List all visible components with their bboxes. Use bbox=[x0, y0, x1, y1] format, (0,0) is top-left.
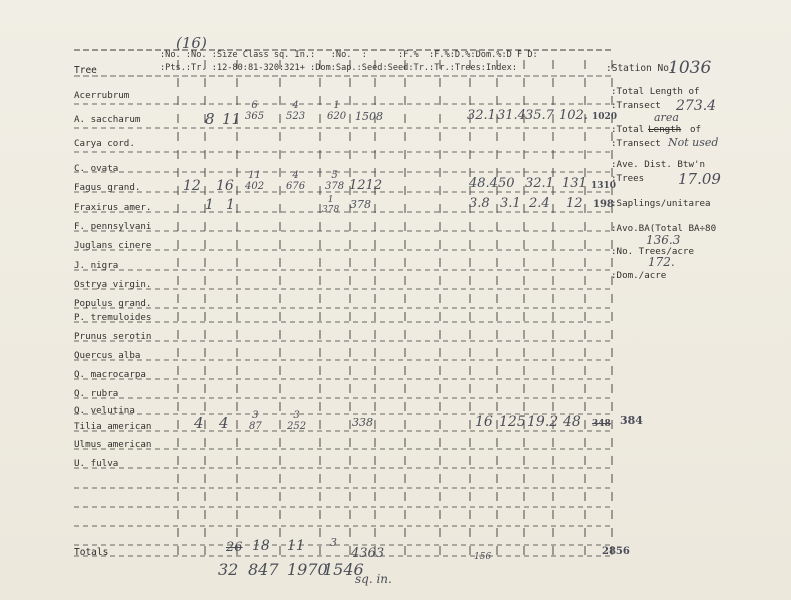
hand-entry: 11 bbox=[287, 538, 305, 554]
hand-entry: 1310 bbox=[591, 181, 617, 191]
hand-entry: 32.1 bbox=[525, 176, 554, 191]
hand-entry: 384 bbox=[620, 414, 643, 427]
hand-entry: 102. bbox=[559, 108, 588, 123]
hand-entry: 4363 bbox=[351, 546, 385, 561]
hand-entry: 35.7 bbox=[525, 108, 554, 123]
side-transect-2: :Transect bbox=[611, 138, 661, 149]
species-row: A. saccharum bbox=[74, 114, 141, 125]
hand-entry: 2856 bbox=[602, 546, 630, 557]
transect-length-value: 273.4 bbox=[676, 98, 717, 114]
hand-entry: 1212 bbox=[349, 178, 383, 193]
species-row: Tilia american bbox=[74, 421, 152, 432]
side-total-inserted: area bbox=[654, 111, 679, 124]
species-row: P. tremuloides bbox=[74, 312, 152, 323]
hand-entry: 1020 bbox=[592, 112, 618, 122]
hand-entry: 125 bbox=[499, 414, 526, 430]
hand-entry: 16 bbox=[475, 414, 493, 430]
side-total-struck: Length bbox=[648, 124, 682, 135]
species-row: Q. velutina bbox=[74, 405, 135, 416]
header-row-2: :Pts.:Tr. :12-80:81-320:321+ :Dom:Sap.:Seed:Seed:Tr.:Tr.:Trees:Index: bbox=[160, 63, 517, 73]
hand-entry: 6 365 bbox=[245, 100, 265, 122]
hand-entry: 50 bbox=[498, 176, 515, 191]
hand-entry: 156 bbox=[474, 552, 492, 562]
hand-entry: 2.4 bbox=[529, 196, 550, 211]
hand-entry: 5 378 bbox=[325, 170, 345, 192]
hand-entry: 11 bbox=[222, 110, 242, 128]
species-row: Acerrubrum bbox=[74, 90, 130, 101]
species-row: Fagus grand. bbox=[74, 182, 141, 193]
hand-entry: 3.1 bbox=[500, 196, 521, 211]
side-total-length: :Total Length of bbox=[611, 86, 700, 97]
hand-entry: 18 bbox=[252, 538, 270, 554]
species-row: J. nigra bbox=[74, 260, 119, 271]
hand-entry: 4 676 bbox=[286, 170, 306, 192]
hand-entry: 3 252 bbox=[287, 410, 307, 432]
hand-entry: 1 378 bbox=[322, 195, 340, 215]
hand-entry: 131 bbox=[562, 176, 587, 191]
hand-entry: 31.4 bbox=[497, 108, 526, 123]
species-row: Q. rubra bbox=[74, 388, 119, 399]
species-row: Populus grand. bbox=[74, 298, 152, 309]
side-total-prefix: :Total bbox=[611, 124, 645, 135]
hand-entry: 1 bbox=[205, 197, 214, 213]
hand-entry: 19.2 bbox=[527, 414, 559, 430]
species-row: C. ovata bbox=[74, 163, 119, 174]
hand-entry: 348 bbox=[592, 419, 611, 429]
species-row: Quercus alba bbox=[74, 350, 141, 361]
side-ave-ba: :Avo.BA(Total BA÷80 bbox=[611, 223, 717, 234]
hand-entry: 847 bbox=[248, 560, 279, 579]
side-trees: :Trees bbox=[611, 173, 645, 184]
side-total-suffix: of bbox=[690, 124, 702, 135]
station-number: 1036 bbox=[668, 58, 712, 78]
hand-entry: 1508 bbox=[355, 110, 383, 123]
species-row: Fraxirus amer. bbox=[74, 202, 152, 213]
hand-entry: 26 bbox=[226, 540, 243, 555]
hand-entry: 48.4 bbox=[469, 176, 498, 191]
hand-entry: sq. in. bbox=[355, 572, 392, 586]
station-label: :Station No. bbox=[606, 63, 675, 74]
hand-entry: 32 bbox=[218, 560, 239, 579]
ave-ba-value: 136.3 bbox=[646, 233, 681, 247]
side-transect: :Transect bbox=[611, 100, 661, 111]
side-ave-dist: :Ave. Dist. Btw'n bbox=[611, 159, 706, 170]
hand-entry: 32.1 bbox=[467, 108, 496, 123]
hand-entry: 198 bbox=[593, 199, 614, 210]
hand-entry: 8 bbox=[205, 110, 215, 128]
ave-dist-value: 17.09 bbox=[678, 170, 721, 188]
hand-entry: 3 bbox=[330, 536, 337, 549]
hand-entry: 3 87 bbox=[249, 410, 262, 432]
hand-entry: 1 bbox=[226, 197, 235, 213]
hand-entry: 48 bbox=[563, 414, 581, 430]
hand-entry: 12 bbox=[183, 178, 201, 194]
hand-entry: 11 402 bbox=[245, 170, 265, 192]
hand-entry: 4 523 bbox=[286, 100, 306, 122]
no-trees-value: 172. bbox=[648, 255, 675, 269]
species-row: Q. macrocarpa bbox=[74, 369, 146, 380]
annotation-top: (16) bbox=[176, 34, 207, 52]
species-row: U. fulva bbox=[74, 458, 119, 469]
hand-entry: 4 bbox=[194, 414, 204, 432]
hand-entry: 12 bbox=[566, 196, 583, 211]
hand-entry: 4 bbox=[219, 414, 229, 432]
species-row: Juglans cinere bbox=[74, 240, 152, 251]
transect-area-value: Not used bbox=[668, 136, 719, 149]
header-row-1: :No. :No. :Size Class sq. In.: :No. : :F.% :F.%:D.%:Dom.%:D F D: bbox=[160, 50, 538, 60]
species-row: Prunus serotin bbox=[74, 331, 152, 342]
species-row: Ulmus american bbox=[74, 439, 152, 450]
side-dom-acre: :Dom./acre bbox=[611, 270, 667, 281]
hand-entry: 1546 bbox=[323, 560, 364, 579]
hand-entry: 378 bbox=[350, 198, 371, 211]
side-no-trees: :No. Trees/acre bbox=[611, 246, 694, 257]
tree-column-label: Tree bbox=[74, 65, 97, 76]
species-row: Ostrya virgin. bbox=[74, 279, 152, 290]
totals-label: Totals bbox=[74, 547, 109, 558]
hand-entry: 3.8 bbox=[469, 196, 490, 211]
species-row: Carya cord. bbox=[74, 138, 135, 149]
hand-entry: 1 620 bbox=[327, 100, 347, 122]
species-row: F. pennsylvani bbox=[74, 221, 152, 232]
side-saplings: :Saplings/unitarea bbox=[611, 198, 711, 209]
hand-entry: 16 bbox=[216, 178, 234, 194]
hand-entry: 1970 bbox=[287, 560, 328, 579]
hand-entry: 338 bbox=[352, 416, 373, 429]
